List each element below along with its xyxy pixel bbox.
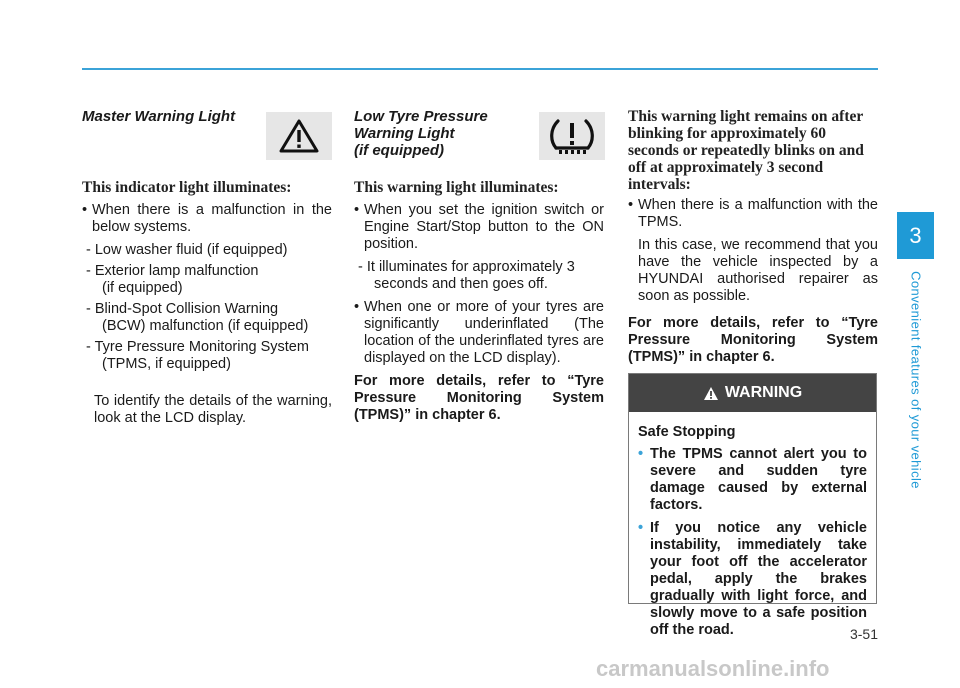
tyre-pressure-sub-item: - It illuminates for approximately 3 seconds and then goes off. bbox=[358, 259, 575, 292]
master-warning-item: - Tyre Pressure Monitoring System (TPMS, if equipped) bbox=[86, 339, 309, 372]
warning-bullet: • The TPMS cannot alert you to severe and sudden tyre damage caused by external factors. bbox=[638, 446, 867, 514]
tyre-pressure-bullet-ignition: • When you set the ignition switch or Engine Start/Stop button to the ON position. bbox=[354, 202, 604, 253]
column-tpms-malfunction bbox=[628, 108, 878, 366]
master-warning-subheading: This indicator light illuminates: bbox=[82, 179, 292, 196]
master-warning-note: To identify the details of the warning, look at the LCD display. bbox=[94, 393, 332, 426]
tyre-pressure-icon-box bbox=[539, 112, 605, 160]
warning-title: WARNING bbox=[724, 384, 803, 401]
tyre-pressure-bullet-underinflated: • When one or more of your tyres are significantly underinflated (The location of the underinflated tyres are displayed on the LCD display). bbox=[354, 299, 604, 367]
tpms-malfunction-recommendation: In this case, we recommend that you have the vehicle inspected by a HYUNDAI authorised repairer as soon as possible. bbox=[638, 237, 878, 304]
master-warning-item: - Blind-Spot Collision Warning (BCW) malfunction (if equipped) bbox=[86, 301, 309, 334]
warning-body bbox=[629, 412, 876, 639]
tyre-pressure-subheading: This warning light illuminates: bbox=[354, 179, 559, 196]
chapter-tab: 3 bbox=[897, 212, 934, 259]
chapter-title: Convenient features of your vehicle bbox=[908, 271, 923, 489]
warning-bullet: • If you notice any vehicle instability, immediately take your foot off the accelerator pedal, apply the brakes gradually with light force, and slowly move to a safe position off the road. bbox=[638, 520, 867, 639]
tpms-malfunction-bullet: • When there is a malfunction with the TPMS. bbox=[628, 197, 878, 231]
master-warning-item: - Exterior lamp malfunction (if equipped) bbox=[86, 263, 259, 296]
tpms-malfunction-heading: This warning light remains on after blinking for approximately 60 seconds or repeatedly blinks on and off at approximately 3 second intervals: bbox=[628, 108, 864, 193]
warning-subtitle: Safe Stopping bbox=[638, 424, 736, 440]
master-warning-item: - Low washer fluid (if equipped) bbox=[86, 242, 288, 258]
top-rule bbox=[82, 68, 878, 70]
warning-header bbox=[629, 374, 876, 412]
page-number: 3-51 bbox=[849, 626, 878, 642]
master-warning-icon-box bbox=[266, 112, 332, 160]
master-warning-heading: Master Warning Light bbox=[82, 108, 236, 125]
watermark: carmanualsonline.info bbox=[596, 656, 830, 681]
tyre-pressure-heading: Low Tyre Pressure Warning Light (if equipped) bbox=[354, 108, 488, 159]
master-warning-bullet: • When there is a malfunction in the below systems. bbox=[82, 202, 332, 236]
tyre-pressure-icon bbox=[546, 115, 598, 157]
tyre-pressure-more-details: For more details, refer to “Tyre Pressure Monitoring System (TPMS)” in chapter 6. bbox=[354, 373, 604, 423]
tpms-malfunction-more-details: For more details, refer to “Tyre Pressure Monitoring System (TPMS)” in chapter 6. bbox=[628, 315, 878, 365]
warning-triangle-icon bbox=[279, 118, 319, 154]
warning-triangle-icon bbox=[703, 386, 719, 401]
